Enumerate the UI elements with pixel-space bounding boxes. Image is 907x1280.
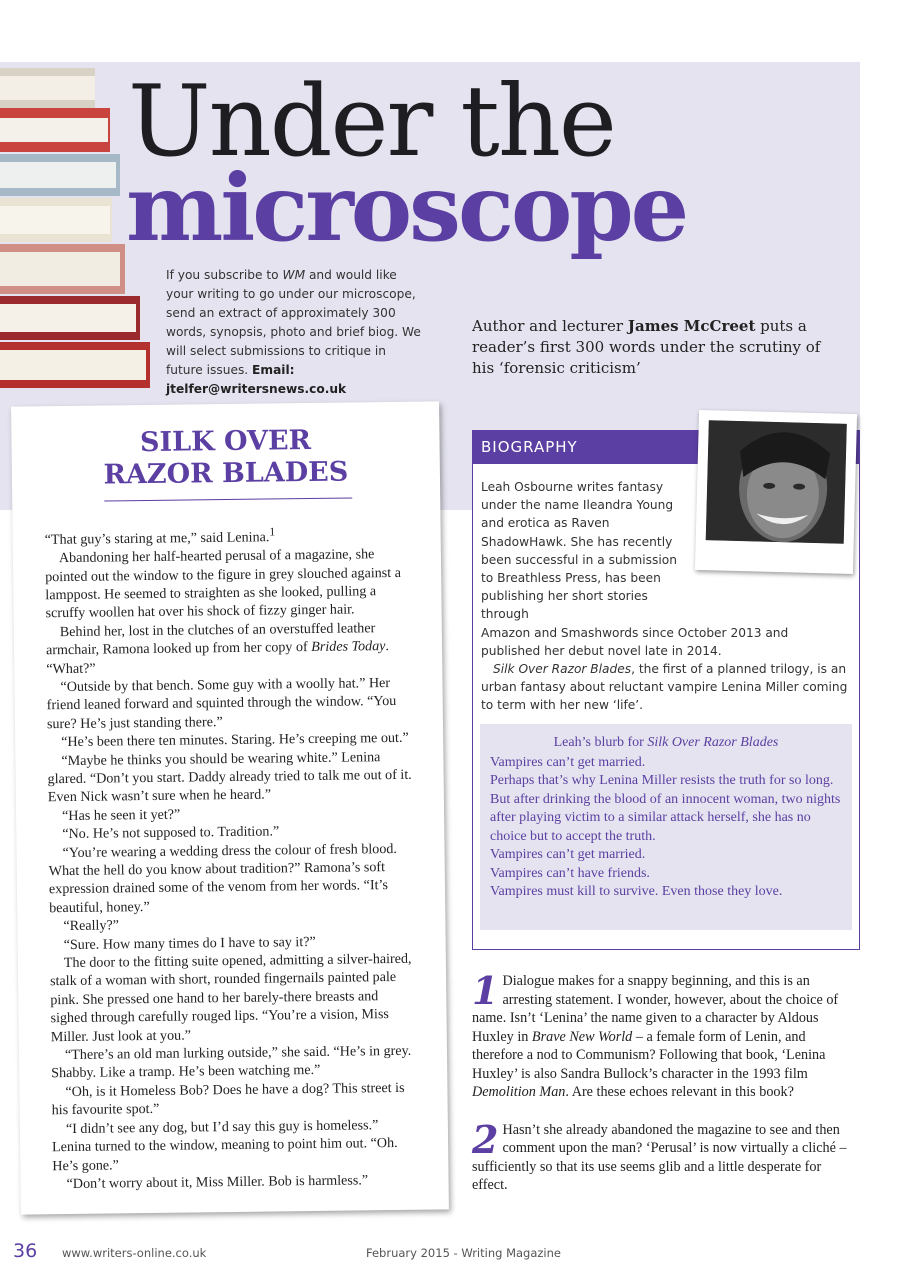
story-paragraph: “Outside by that bench. Some guy with a woolly hat.” Her friend leaned forward and squinted through the window. “You sure? He’s just standing there.” <box>46 674 397 732</box>
story-extract-card <box>11 401 449 1214</box>
story-paragraph: “That guy’s staring at me,” said Lenina.$^1$ <box>44 525 276 548</box>
blurb-line: Vampires can’t have friends. <box>490 865 650 881</box>
story-paragraph: “There’s an old man lurking outside,” she said. “He’s in grey. Shabby. Like a tramp. He’s been watching me.” <box>51 1042 412 1082</box>
page-title-line1: Under the <box>128 65 615 179</box>
issue-info: February 2015 - Writing Magazine <box>366 1246 561 1260</box>
story-paragraph: “I didn’t see any dog, but I’d say this guy is homeless.” Lenina turned to the window, meaning to point him out. “Oh. He’s gone.” <box>52 1116 398 1174</box>
story-paragraph: “Really?” <box>63 917 120 935</box>
page-title-line2: microscope <box>126 154 687 262</box>
story-paragraph: “Oh, is it Homeless Bob? Does he have a dog? This street is his favourite spot.” <box>51 1079 405 1119</box>
story-paragraph: Behind her, lost in the clutches of an overstuffed leather armchair, Ramona looked up from her copy of Brides Today. “What?” <box>45 619 390 677</box>
story-paragraph: “Maybe he thinks you should be wearing white.” Lenina glared. “Don’t you start. Daddy already tried to talk me out of it. Even Nick wasn’t sure when he heard.” <box>47 748 412 806</box>
critique-note-2: 2 Hasn’t she already abandoned the magazine to see and then comment upon the man? ‘Perusal’ is now virtually a cliché – sufficiently so that its use seems glib and a little desperate for effect. <box>472 1116 847 1193</box>
biography-heading: BIOGRAPHY <box>472 430 860 464</box>
story-paragraph: “You’re wearing a wedding dress the colour of fresh blood. What the hell do you know about tradition?” Ramona’s soft expression drained some of the venom from her words. “It’s beautiful, honey.” <box>48 840 397 917</box>
note-number: 1 <box>472 968 499 1013</box>
contact-email[interactable]: Email: jtelfer@writersnews.co.uk <box>166 363 347 396</box>
story-paragraph: “Has he seen it yet?” <box>61 806 181 824</box>
author-name: James McCreet <box>627 317 756 335</box>
story-paragraph: “Sure. How many times do I have to say it?” <box>63 933 316 953</box>
page-number: 36 <box>13 1240 38 1262</box>
story-text <box>45 522 419 1194</box>
standfirst: Author and lecturer James McCreet puts a reader’s first 300 words under the scrutiny of his ‘forensic criticism’ <box>472 317 821 377</box>
critique-note-1: 1 Dialogue makes for a snappy beginning, and this is an arresting statement. I wonder, however, about the choice of name. Isn’t ‘Lenina’ the name given to a character by Aldous Huxley in Brave New World – a female form of Lenin, and therefore a nod to Communism? Following that book, ‘Lenina Huxley’ is also Sandra Bullock’s character in the 1993 film Demolition Man. Are these echoes relevant in this book? <box>472 968 839 1100</box>
blurb-title: Leah’s blurb for Silk Over Razor Blades <box>553 735 779 750</box>
story-paragraph: The door to the fitting suite opened, admitting a silver-haired, stalk of a woman with short, rounded fingernails painted pale pink. She pressed one hand to her barely-there breasts and sighed through carefully rouged lips. “You’re a vision, Miss Miller. Just look at you.” <box>50 950 412 1045</box>
blurb-line: Vampires must kill to survive. Even those they love. <box>490 884 783 899</box>
story-paragraph: “Don’t worry about it, Miss Miller. Bob is harmless.” <box>66 1172 369 1192</box>
website-link[interactable]: www.writers-online.co.uk <box>62 1246 207 1260</box>
critique-notes <box>472 968 852 1214</box>
story-title: SILK OVER RAZOR BLADES <box>103 424 349 491</box>
story-paragraph: “He’s been there ten minutes. Staring. He’s creeping me out.” <box>61 729 409 751</box>
title-divider <box>104 497 352 501</box>
subscribe-note: If you subscribe to WM and would like your writing to go under our microscope, send an extract of approximately 300 words, synopsis, photo and brief biog. We will select submissions to critique in future issues. Email: jtelfer@writersnews.co.uk <box>166 268 421 396</box>
blurb-line: Vampires can’t get married. <box>490 754 646 770</box>
story-paragraph: “No. He’s not supposed to. Tradition.” <box>62 823 280 843</box>
biography-text: Leah Osbourne writes fantasy under the name Ileandra Young and erotica as Raven ShadowHawk. She has recently been successful in a submission to Breathless Press, has been publishing her short stories through Amazon and Smashwords since October 2013 and published her debut novel late in 2014. Silk Over Razor Blades, the first of a planned trilogy, is an urban fantasy about reluctant vampire Lenina Miller coming to term with her new ‘life’. <box>481 480 848 713</box>
blurb-line: Perhaps that’s why Lenina Miller resists the truth for so long. But after drinking the blood of an innocent woman, two nights after playing victim to a similar attack herself, she has no choice but to accept the truth. <box>490 773 841 844</box>
note-number: 2 <box>472 1116 499 1162</box>
author-blurb <box>480 724 852 930</box>
story-paragraph: Abandoning her half-hearted perusal of a magazine, she pointed out the window to the figure in grey slouched against a lamppost. He seemed to straighten as she looked, pulling a scruffy woollen hat over his shock of fizzy ginger hair. <box>45 546 402 622</box>
blurb-line: Vampires can’t get married. <box>490 847 646 862</box>
